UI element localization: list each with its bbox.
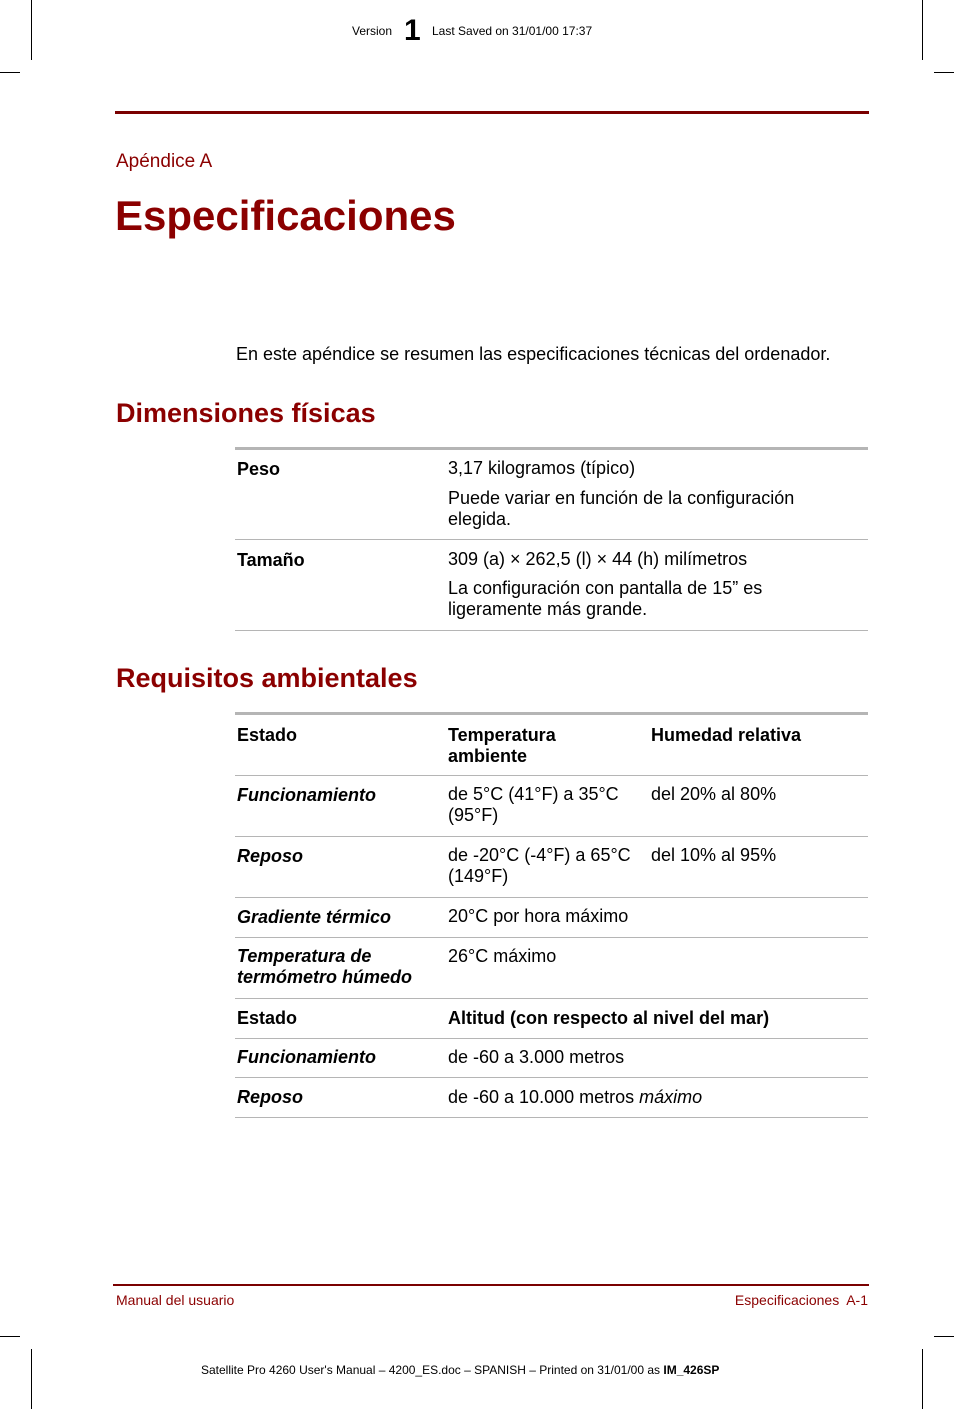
table-divider [235, 1117, 868, 1118]
row-humidity: del 10% al 95% [651, 845, 777, 865]
footer-manual: Manual del usuario [116, 1292, 235, 1308]
row-label: Tamaño [237, 550, 305, 570]
table-divider [235, 1077, 868, 1078]
altitude-value: de -60 a 10.000 metros [448, 1087, 635, 1107]
last-saved: Last Saved on 31/01/00 17:37 [432, 24, 593, 38]
row-state: Reposo [237, 846, 304, 866]
table-divider [235, 1038, 868, 1039]
section-heading-environment: Requisitos ambientales [116, 663, 418, 693]
table-divider [235, 539, 868, 540]
version-label: Version [352, 24, 393, 38]
altitude-suffix: máximo [639, 1087, 703, 1107]
table-divider [235, 897, 868, 898]
crop-mark [934, 72, 954, 73]
table-divider [235, 775, 868, 776]
row-note: Puede variar en función de la configuración elegida. [448, 488, 795, 529]
column-header-temperature: Temperatura ambiente [448, 725, 556, 766]
column-header-state: Estado [237, 725, 298, 745]
row-altitude: de -60 a 3.000 metros [448, 1047, 625, 1067]
row-state: Reposo [237, 1087, 304, 1107]
appendix-label: Apéndice A [116, 151, 213, 172]
row-state: Funcionamiento [237, 1047, 376, 1067]
crop-mark [31, 1349, 32, 1409]
table-divider [235, 630, 868, 631]
column-header-altitude: Altitud (con respecto al nivel del mar) [448, 1008, 770, 1028]
table-divider [235, 937, 868, 938]
row-label: Peso [237, 459, 281, 479]
table-divider [235, 998, 868, 999]
crop-mark [0, 72, 20, 73]
section-heading-physical: Dimensiones físicas [116, 398, 376, 428]
crop-mark [934, 1336, 954, 1337]
print-info: Satellite Pro 4260 User's Manual – 4200_ES.doc – SPANISH – Printed on 31/01/00 as [201, 1363, 661, 1377]
print-line [201, 1363, 719, 1377]
top-rule [115, 111, 869, 114]
row-state: Gradiente térmico [237, 907, 392, 927]
table-divider [235, 836, 868, 837]
crop-mark [922, 0, 923, 60]
column-header-state: Estado [237, 1008, 298, 1028]
row-temperature: 26°C máximo [448, 946, 557, 966]
row-altitude [448, 1087, 702, 1108]
print-code: IM_426SP [663, 1363, 720, 1377]
row-value: 309 (a) × 262,5 (l) × 44 (h) milímetros [448, 549, 748, 569]
row-value: 3,17 kilogramos (típico) [448, 458, 636, 478]
row-temperature: 20°C por hora máximo [448, 906, 629, 926]
intro-text: En este apéndice se resumen las especificaciones técnicas del ordenador. [236, 344, 831, 364]
row-state: Funcionamiento [237, 785, 376, 805]
row-note: La configuración con pantalla de 15” es ligeramente más grande. [448, 578, 763, 619]
column-header-humidity: Humedad relativa [651, 725, 802, 745]
version-number: 1 [404, 14, 421, 47]
crop-mark [0, 1336, 20, 1337]
row-state: Temperatura de termómetro húmedo [237, 946, 413, 987]
crop-mark [922, 1349, 923, 1409]
row-temperature: de -20°C (-4°F) a 65°C (149°F) [448, 845, 631, 886]
footer-page: Especificaciones A-1 [734, 1292, 868, 1308]
row-humidity: del 20% al 80% [651, 784, 777, 804]
page-title: Especificaciones [115, 192, 456, 239]
footer-rule [113, 1284, 869, 1286]
table-top-rule [235, 447, 868, 450]
row-temperature: de 5°C (41°F) a 35°C (95°F) [448, 784, 619, 825]
table-top-rule [235, 712, 868, 715]
crop-mark [31, 0, 32, 60]
